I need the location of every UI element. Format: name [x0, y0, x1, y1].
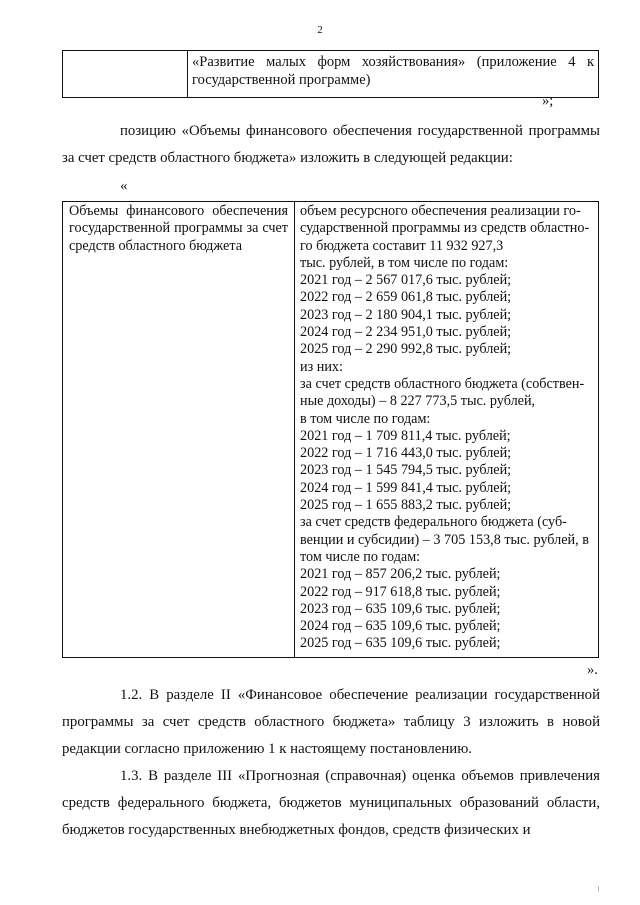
empty-cell: [63, 51, 188, 98]
funding-line: 2022 год – 1 716 443,0 тыс. рублей;: [300, 445, 512, 462]
funding-line: 2023 год – 635 109,6 тыс. рублей;: [300, 600, 501, 617]
funding-line: 2024 год – 2 234 951,0 тыс. рублей;: [300, 324, 512, 341]
funding-line: го бюджета составит 11 932 927,3: [300, 237, 504, 254]
funding-line: за счет средств федерального бюджета (суб-: [300, 514, 567, 531]
funding-line: тыс. рублей, в том числе по годам:: [300, 254, 509, 271]
funding-line: венции и субсидии) – 3 705 153,8 тыс. рублей, в: [300, 531, 589, 548]
page-number: 2: [317, 24, 323, 36]
scan-mark: [598, 886, 599, 892]
funding-line: 2023 год – 1 545 794,5 тыс. рублей;: [300, 462, 512, 479]
funding-line: 2022 год – 917 618,8 тыс. рублей;: [300, 583, 501, 600]
funding-line: том числе по годам:: [300, 548, 421, 565]
funding-line: 2024 год – 635 109,6 тыс. рублей;: [300, 618, 501, 635]
funding-line: 2025 год – 1 655 883,2 тыс. рублей;: [300, 497, 512, 514]
funding-line: 2021 год – 2 567 017,6 тыс. рублей;: [300, 272, 512, 289]
funding-line: ные доходы) – 8 227 773,5 тыс. рублей,: [300, 393, 536, 410]
funding-line: 2023 год – 2 180 904,1 тыс. рублей;: [300, 306, 512, 323]
paragraph-1-3: 1.3. В разделе III «Прогнозная (справочная) оценка объемов привлечения средств федерального бюджета, бюджетов муниципальных образований области, бюджетов государственных внебюджетных фондов, средств физических и: [62, 768, 600, 838]
funding-line: объем ресурсного обеспечения реализации го-: [300, 203, 581, 219]
paragraph-1-2: 1.2. В разделе II «Финансовое обеспечение реализации государственной программы за счет средств областного бюджета» таблицу 3 изложить в новой редакции согласно приложению 1 к настоящему постановлению.: [62, 687, 600, 757]
funding-line: сударственной программы из средств областно-: [300, 220, 590, 237]
closing-quote: ».: [587, 662, 598, 678]
funding-volume-table: [62, 201, 599, 658]
program-subprogram-table: [62, 50, 599, 98]
funding-line: 2021 год – 1 709 811,4 тыс. рублей;: [300, 427, 511, 444]
closing-quote-semicolon: »;: [542, 93, 554, 109]
subprogram-cell: «Развитие малых форм хозяйствования» (приложение 4 к государственной программе): [188, 51, 599, 98]
funding-line: 2022 год – 2 659 061,8 тыс. рублей;: [300, 289, 512, 306]
intro-paragraph: позицию «Объемы финансового обеспечения государственной программы за счет средств областного бюджета» изложить в следующей редакции:: [62, 123, 600, 166]
funding-line: в том числе по годам:: [300, 410, 431, 427]
funding-label-cell: Объемы финансового обеспечения государственной программы за счет средств областного бюджета: [63, 202, 295, 658]
funding-line: за счет средств областного бюджета (собствен-: [300, 375, 585, 392]
funding-line: 2021 год – 857 206,2 тыс. рублей;: [300, 566, 501, 583]
funding-line: из них:: [300, 358, 343, 375]
funding-details-cell: [295, 202, 599, 658]
funding-line: 2024 год – 1 599 841,4 тыс. рублей;: [300, 479, 512, 496]
funding-line: 2025 год – 635 109,6 тыс. рублей;: [300, 635, 501, 652]
opening-quote: «: [120, 178, 128, 194]
funding-line: 2025 год – 2 290 992,8 тыс. рублей;: [300, 341, 512, 358]
